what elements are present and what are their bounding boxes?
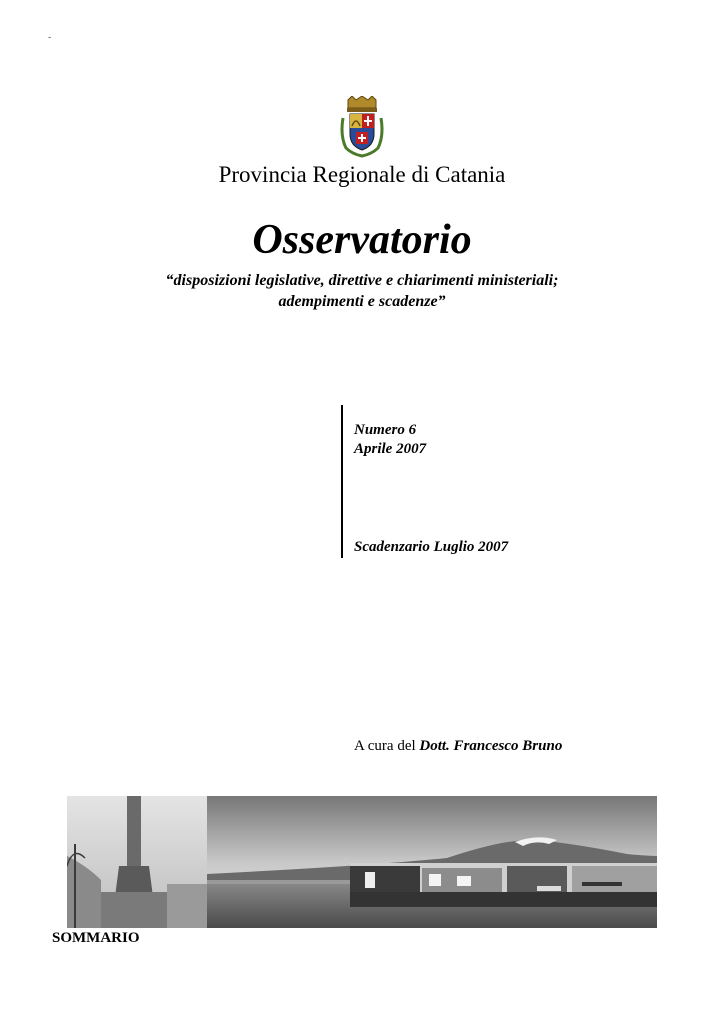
document-subtitle bbox=[0, 270, 724, 312]
issue-date: Aprile 2007 bbox=[354, 441, 427, 457]
document-title: Osservatorio bbox=[252, 217, 472, 263]
issue-block bbox=[354, 421, 426, 459]
catania-landscape-banner bbox=[67, 796, 657, 928]
subtitle-line-2: adempimenti e scadenze” bbox=[278, 293, 446, 310]
corner-mark: - bbox=[48, 32, 52, 43]
issue-number: Numero 6 bbox=[354, 422, 417, 438]
vertical-divider bbox=[341, 405, 343, 558]
editor-name: Dott. Francesco Bruno bbox=[419, 738, 563, 754]
sommario-heading: SOMMARIO bbox=[52, 930, 140, 943]
schedule-label: Scadenzario Luglio 2007 bbox=[354, 539, 509, 555]
organization-name: Provincia Regionale di Catania bbox=[218, 162, 506, 187]
editor-credit bbox=[354, 738, 562, 755]
editor-prefix: A cura del bbox=[354, 738, 420, 754]
coat-of-arms-icon bbox=[340, 96, 384, 158]
subtitle-line-1: “disposizioni legislative, direttive e chiarimenti ministeriali; bbox=[165, 272, 559, 289]
